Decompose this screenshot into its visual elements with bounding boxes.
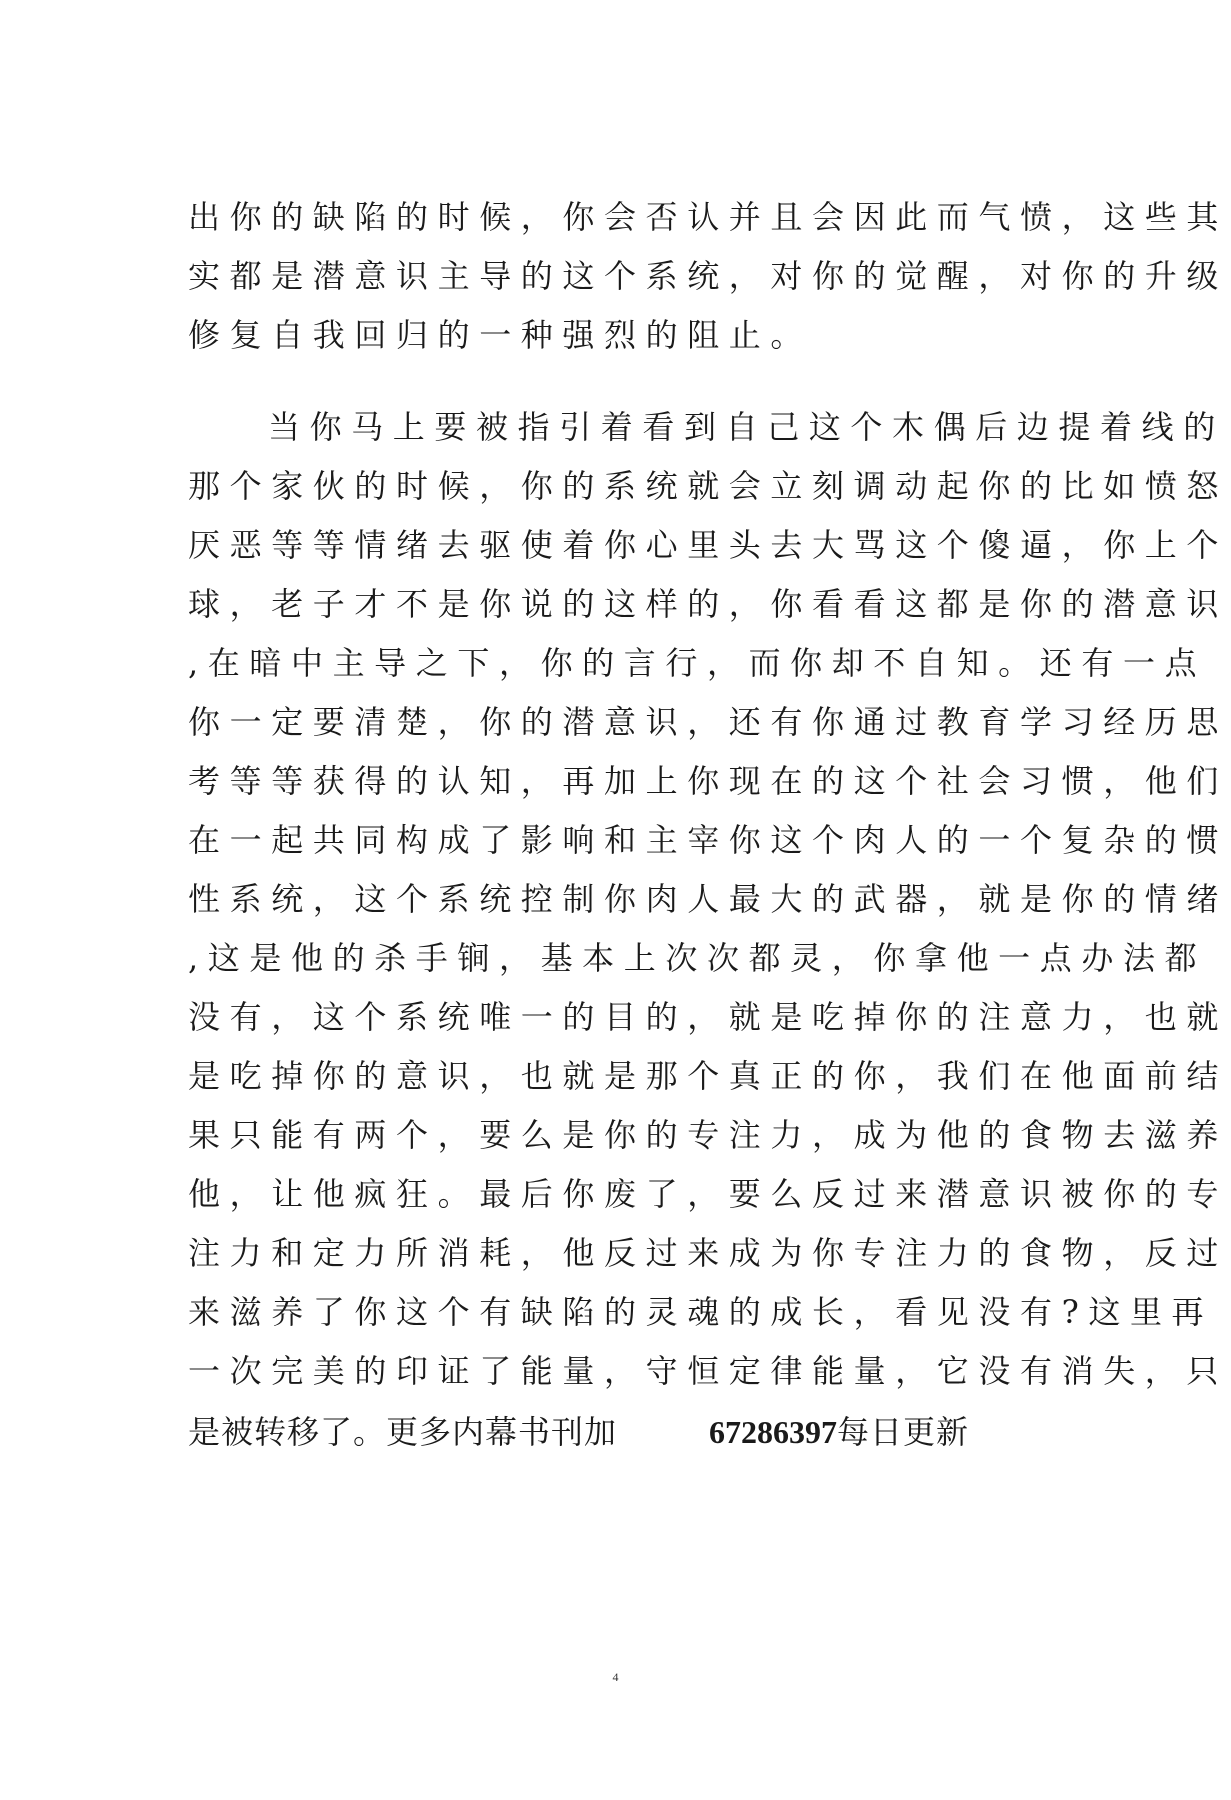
- paragraph-line: 那个家伙的时候，你的系统就会立刻调动起你的比如愤怒: [188, 467, 1229, 505]
- paragraph-line: 他，让他疯狂。最后你废了，要么反过来潜意识被你的专: [188, 1175, 1229, 1213]
- paragraph-line: 实都是潜意识主导的这个系统，对你的觉醒，对你的升级: [188, 257, 1229, 295]
- promo-text: 是被转移了。更多内幕书刊加: [188, 1413, 618, 1451]
- paragraph-line: 球，老子才不是你说的这样的，你看看这都是你的潜意识: [188, 585, 1229, 623]
- page-number: 4: [612, 1670, 619, 1684]
- paragraph-line: ,这是他的杀手锏，基本上次次都灵，你拿他一点办法都: [188, 939, 1207, 977]
- paragraph-line: 来滋养了你这个有缺陷的灵魂的成长，看见没有?这里再: [188, 1293, 1214, 1331]
- paragraph-2: [188, 398, 1229, 1401]
- paragraph-line: ,在暗中主导之下，你的言行，而你却不自知。还有一点: [188, 644, 1207, 682]
- promo-suffix: 每日更新: [837, 1413, 970, 1451]
- paragraph-line: 注力和定力所消耗，他反过来成为你专注力的食物，反过: [188, 1234, 1229, 1272]
- paragraph-line: 当你马上要被指引着看到自己这个木偶后边提着线的: [268, 408, 1225, 446]
- paragraph-line: 性系统，这个系统控制你肉人最大的武器，就是你的情绪: [188, 880, 1229, 918]
- paragraph-line: 修复自我回归的一种强烈的阻止。: [188, 316, 813, 354]
- paragraph-line: 一次完美的印证了能量，守恒定律能量，它没有消失，只: [188, 1352, 1229, 1390]
- paragraph-line: 你一定要清楚，你的潜意识，还有你通过教育学习经历思: [188, 703, 1229, 741]
- paragraph-line: 果只能有两个，要么是你的专注力，成为他的食物去滋养: [188, 1116, 1229, 1154]
- paragraph-line: 厌恶等等情绪去驱使着你心里头去大骂这个傻逼，你上个: [188, 526, 1229, 564]
- paragraph-line: 考等等获得的认知，再加上你现在的这个社会习惯，他们: [188, 762, 1229, 800]
- paragraph-line: 在一起共同构成了影响和主宰你这个肉人的一个复杂的惯: [188, 821, 1229, 859]
- paragraph-1: [188, 188, 1229, 365]
- paragraph-line: 出你的缺陷的时候，你会否认并且会因此而气愤，这些其: [188, 198, 1229, 236]
- paragraph-line: 没有，这个系统唯一的目的，就是吃掉你的注意力，也就: [188, 998, 1229, 1036]
- promo-line: [188, 1403, 1018, 1462]
- contact-number: 67286397: [709, 1414, 838, 1450]
- paragraph-line: 是吃掉你的意识，也就是那个真正的你，我们在他面前结: [188, 1057, 1229, 1095]
